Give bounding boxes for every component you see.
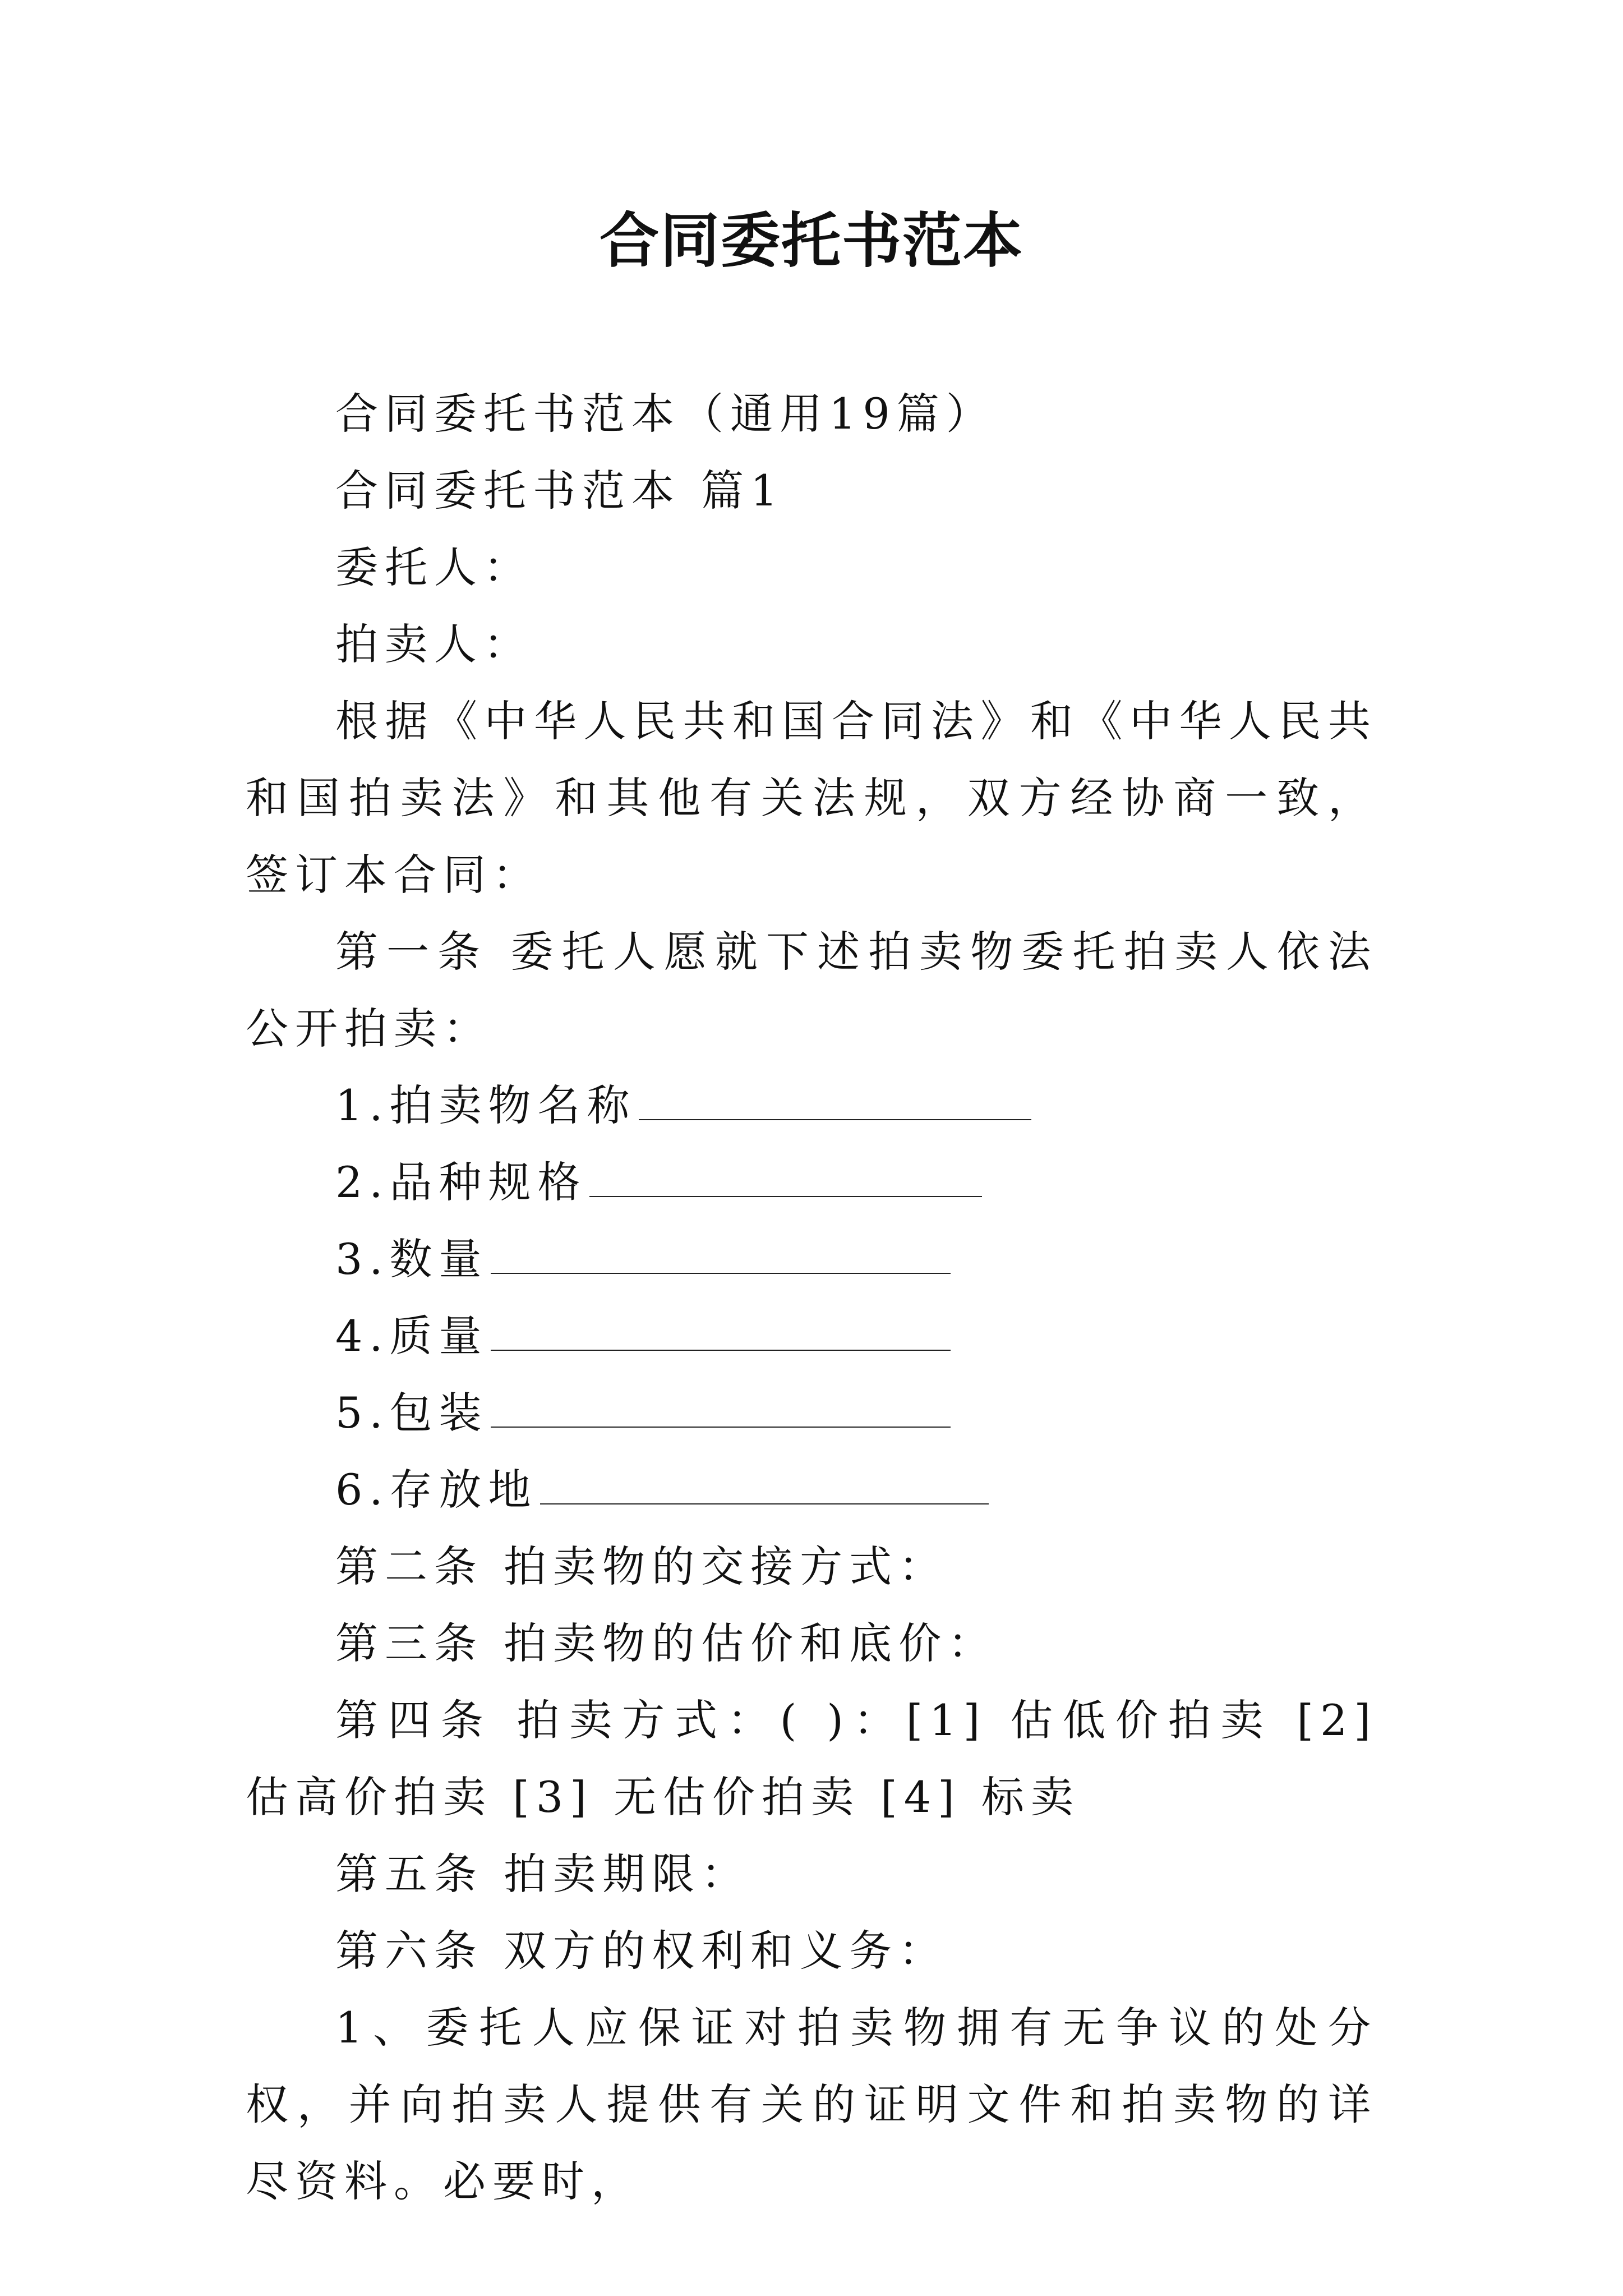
item-label: 4.质量 xyxy=(335,1311,488,1361)
item-label: 1.拍卖物名称 xyxy=(335,1080,637,1130)
article-4: 第四条 拍卖方式：( )：[1] 估低价拍卖 [2] 估高价拍卖 [3] 无估价拍卖 [4] 标卖 xyxy=(246,1695,1377,1822)
article-6: 第六条 双方的权利和义务： xyxy=(335,1926,948,1976)
item-label: 2.品种规格 xyxy=(335,1157,587,1207)
document-subtitle: 合同委托书范本（通用19篇） xyxy=(335,389,995,439)
article-3: 第三条 拍卖物的估价和底价： xyxy=(335,1618,998,1668)
fill-in-blank xyxy=(589,1156,982,1197)
document-title: 合同委托书范本 xyxy=(600,206,1023,275)
article-1: 第一条 委托人愿就下述拍卖物委托拍卖人依法公开拍卖： xyxy=(246,927,1377,1053)
item-row xyxy=(246,1374,1377,1451)
principal-label: 委托人： xyxy=(335,542,533,592)
fill-in-blank xyxy=(491,1309,951,1351)
item-row xyxy=(246,1144,1377,1221)
auctioneer-label: 拍卖人： xyxy=(335,619,533,669)
fill-in-blank xyxy=(639,1079,1031,1120)
item-row xyxy=(246,1451,1377,1528)
item-label: 6.存放地 xyxy=(335,1465,538,1515)
article-2: 第二条 拍卖物的交接方式： xyxy=(335,1542,948,1591)
item-label: 5.包装 xyxy=(335,1388,488,1438)
item-row xyxy=(246,1297,1377,1374)
section-heading: 合同委托书范本 篇1 xyxy=(335,466,785,516)
item-row xyxy=(246,1067,1377,1144)
fill-in-blank xyxy=(491,1232,951,1274)
item-row xyxy=(246,1221,1377,1297)
preamble-paragraph: 根据《中华人民共和国合同法》和《中华人民共和国拍卖法》和其他有关法规，双方经协商一致，签订本合同： xyxy=(246,696,1377,900)
fill-in-blank xyxy=(491,1386,951,1428)
document-body xyxy=(246,375,1377,2220)
item-label: 3.数量 xyxy=(335,1234,488,1284)
article-5: 第五条 拍卖期限： xyxy=(335,1849,751,1899)
fill-in-blank xyxy=(540,1463,989,1504)
clause-1: 1、委托人应保证对拍卖物拥有无争议的处分权，并向拍卖人提供有关的证明文件和拍卖物的详尽资料。必要时， xyxy=(246,2003,1377,2206)
